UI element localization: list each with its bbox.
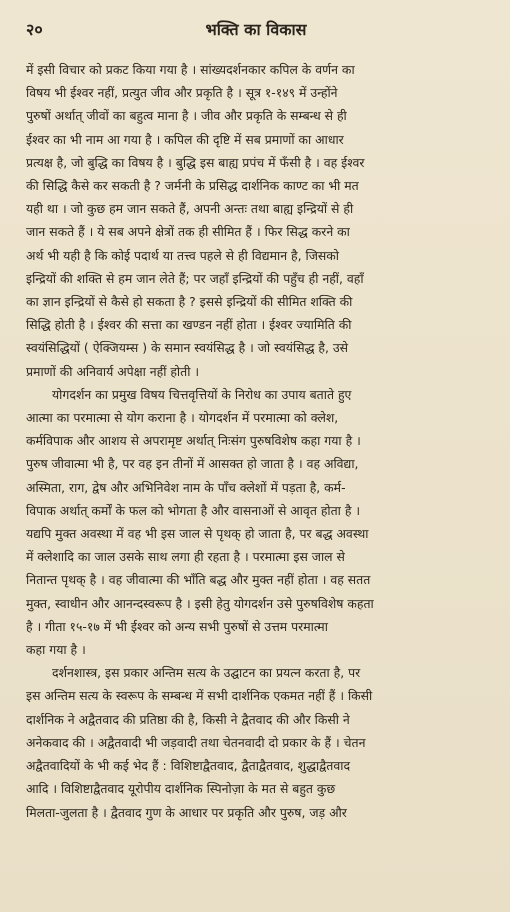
text-line: अर्थ भी यही है कि कोई पदार्थ या तत्त्व पहले से ही विद्यमान है, जिसको	[26, 247, 340, 263]
text-line: की सिद्धि कैसे कर सकती है ? जर्मनी के प्रसिद्ध दार्शनिक काण्ट का भी मत	[26, 178, 359, 194]
paragraph-1	[26, 58, 486, 383]
paragraph-2	[26, 383, 486, 661]
page-header	[26, 20, 486, 48]
text-line: प्रमाणों की अनिवार्य अपेक्षा नहीं होती ।	[26, 363, 200, 379]
text-line: अनेकवाद की । अद्वैतवादी भी जड़वादी तथा चेतनवादी दो प्रकार के हैं । चेतन	[26, 734, 366, 750]
text-line: विपाक अर्थात् कर्मों के फल को भोगता है और वासनाओं से आवृत होता है ।	[26, 502, 361, 518]
paragraph-3	[26, 661, 486, 823]
text-line: कर्मविपाक और आशय से अपरामृष्ट अर्थात् निःसंग पुरुषविशेष कहा गया है ।	[26, 433, 361, 449]
text-line: इन्द्रियों की शक्ति से हम जान लेते हैं; पर जहाँ इन्द्रियों की पहुँच ही नहीं, वहाँ	[26, 270, 364, 286]
text-line: में इसी विचार को प्रकट किया गया है । सांख्यदर्शनकार कपिल के वर्णन का	[26, 62, 355, 77]
text-line: नितान्त पृथक् है । वह जीवात्मा की भाँति बद्ध और मुक्त नहीं होता । वह सतत	[26, 572, 371, 588]
text-line: यही था । जो कुछ हम जान सकते हैं, अपनी अन्तः तथा बाह्य इन्द्रियों से ही	[26, 201, 354, 217]
text-line: सिद्धि होती है । ईश्वर की सत्ता का खण्डन नहीं होता । ईश्वर ज्यामिति की	[26, 317, 352, 333]
text-line: है । गीता १५-१७ में भी ईश्वर को अन्य सभी पुरुषों से उत्तम परमात्मा	[26, 618, 328, 634]
text-line: अस्मिता, राग, द्वेष और अभिनिवेश नाम के पाँच क्लेशों में पड़ता है, कर्म-	[26, 479, 346, 495]
text-line: पुरुष जीवात्मा भी है, पर वह इन तीनों में आसक्त हो जाता है । वह अविद्या,	[26, 456, 359, 472]
text-line: आत्मा का परमात्मा से योग कराना है । योगदर्शन में परमात्मा को क्लेश,	[26, 410, 339, 426]
text-line: विषय भी ईश्वर नहीं, प्रत्युत जीव और प्रकृति है । सूत्र १-१४९ में उन्होंने	[26, 85, 338, 101]
text-line: पुरुषों अर्थात् जीवों का बहुत्व माना है । जीव और प्रकृति के सम्बन्ध से ही	[26, 108, 347, 124]
text-line: आदि । विशिष्टाद्वैतवाद यूरोपीय दार्शनिक स्पिनोज़ा के मत से बहुत कुछ	[26, 781, 336, 797]
text-line: में क्लेशादि का जाल उसके साथ लगा ही रहता है । परमात्मा इस जाल से	[26, 549, 345, 565]
text-line: मुक्त, स्वाधीन और आनन्दस्वरूप है । इसी हेतु योगदर्शन उसे पुरुषविशेष कहता	[26, 595, 374, 611]
text-line: कहा गया है ।	[26, 642, 86, 658]
text-line: योगदर्शन का प्रमुख विषय चित्तवृत्तियों के निरोध का उपाय बताते हुए	[52, 386, 352, 402]
text-line: ईश्वर का भी नाम आ गया है । कपिल की दृष्टि में सब प्रमाणों का आधार	[26, 131, 344, 147]
page-number: २०	[26, 20, 43, 39]
text-line: जान सकते हैं । ये सब अपने क्षेत्रों तक ही सीमित हैं । फिर सिद्ध करने का	[26, 224, 350, 240]
text-line: अद्वैतवादियों के भी कई भेद हैं : विशिष्टाद्वैतवाद, द्वैताद्वैतवाद, शुद्धाद्वैतवाद	[26, 758, 351, 774]
text-line: दर्शनशास्त्र, इस प्रकार अन्तिम सत्य के उद्घाटन का प्रयत्न करता है, पर	[52, 665, 361, 681]
text-line: स्वयंसिद्धियों ( ऐक्जियम्स ) के समान स्वयंसिद्ध है । जो स्वयंसिद्ध है, उसे	[26, 340, 349, 356]
text-line: मिलता-जुलता है । द्वैतवाद गुण के आधार पर प्रकृति और पुरुष, जड़ और	[26, 804, 347, 820]
running-title: भक्ति का विकास	[205, 20, 307, 39]
text-line: प्रत्यक्ष है, जो बुद्धि का विषय है । बुद्धि इस बाह्य प्रपंच में फँसी है । वह ईश्वर	[26, 154, 365, 170]
text-line: यद्यपि मुक्त अवस्था में वह भी इस जाल से पृथक् हो जाता है, पर बद्ध अवस्था	[26, 526, 369, 542]
text-line: का ज्ञान इन्द्रियों से कैसे हो सकता है ? इससे इन्द्रियों की सीमित शक्ति की	[26, 294, 353, 310]
text-line: इस अन्तिम सत्य के स्वरूप के सम्बन्ध में सभी दार्शनिक एकमत नहीं हैं । किसी	[26, 688, 373, 704]
body-text	[26, 58, 486, 824]
text-line: दार्शनिक ने अद्वैतवाद की प्रतिष्ठा की है, किसी ने द्वैतवाद की और किसी ने	[26, 711, 350, 727]
